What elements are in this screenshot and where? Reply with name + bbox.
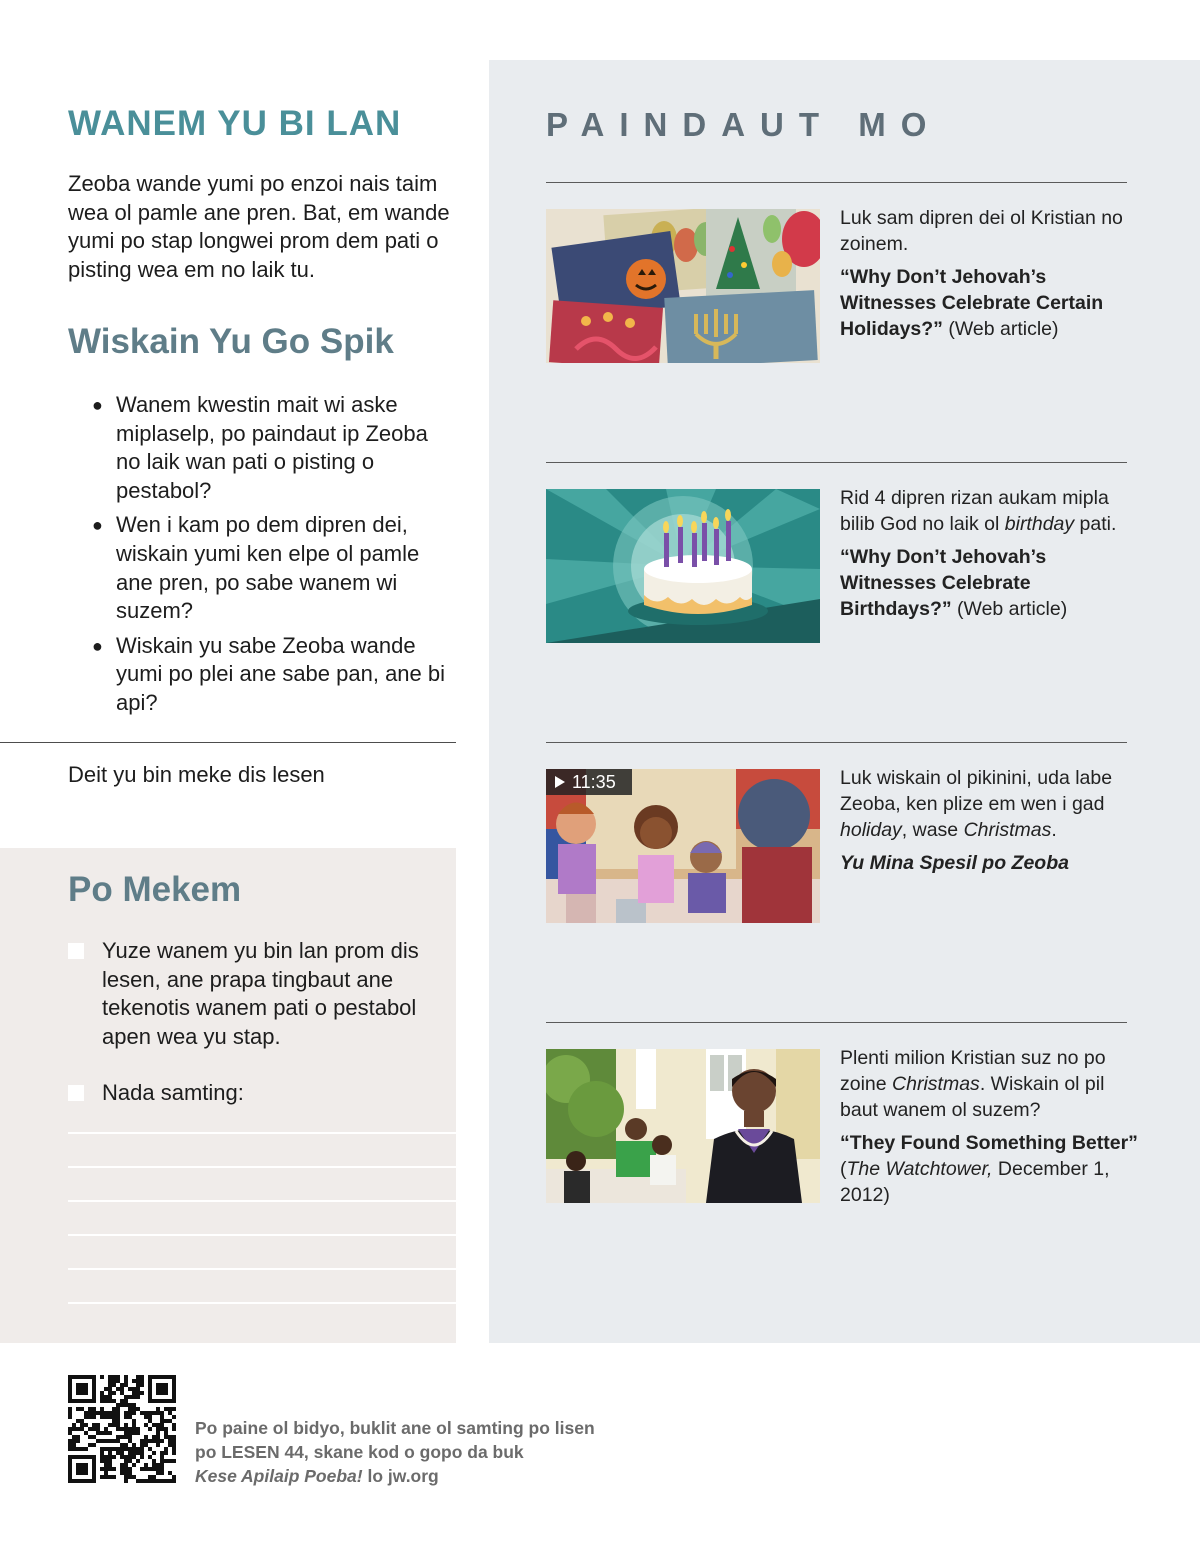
divider: [546, 1022, 1127, 1023]
resource-title[interactable]: “Why Don’t Jehovah’s Witnesses Celebrate Birthdays?”: [840, 546, 1047, 620]
write-line[interactable]: [68, 1200, 456, 1202]
write-line[interactable]: [68, 1166, 456, 1168]
find-out-more-heading: PAINDAUT MO: [546, 106, 942, 143]
resource-link[interactable]: [840, 544, 1140, 622]
qr-code-icon[interactable]: [68, 1375, 176, 1483]
list-item: [92, 511, 452, 625]
learn-heading: WANEM YU BI LAN: [68, 104, 402, 143]
bullet-icon: ●: [92, 635, 103, 656]
resource-holidays: [840, 205, 1140, 342]
write-line[interactable]: [68, 1268, 456, 1270]
resource-link[interactable]: [840, 850, 1140, 876]
resource-video: [840, 765, 1140, 876]
question-text: Wiskain yu sabe Zeoba wande yumi po plei ane sabe pan, ane bi api?: [116, 632, 446, 715]
speak-heading: Wiskain Yu Go Spik: [68, 322, 394, 361]
footer-line: po LESEN 44, skane kod o gopo da buk: [195, 1442, 524, 1462]
resource-description: Luk wiskain ol pikinini, uda labe Zeoba, ken plize em wen i gad holiday, wase Christmas.: [840, 767, 1113, 841]
divider: [0, 742, 456, 743]
write-line[interactable]: [68, 1302, 456, 1304]
list-item: [92, 632, 452, 718]
video-duration: 11:35: [572, 772, 616, 792]
footer-note: [195, 1416, 595, 1488]
resource-description: Plenti milion Kristian suz no po zoine Christmas. Wiskain ol pil baut wanem ol suzem?: [840, 1047, 1106, 1121]
holiday-cards-image[interactable]: [546, 209, 820, 363]
checkbox[interactable]: [68, 1085, 84, 1101]
list-item: [92, 391, 452, 505]
divider: [546, 462, 1127, 463]
resource-description: Luk sam dipren dei ol Kristian no zoinem.: [840, 207, 1123, 255]
resource-source: (Web article): [948, 318, 1059, 340]
todo-heading: Po Mekem: [68, 870, 242, 909]
todo-text: Yuze wanem yu bin lan prom dis lesen, ane prapa tingbaut ane tekenotis wanem pati o pestabol apen wea yu stap.: [102, 938, 419, 1049]
intro-paragraph: Zeoba wande yumi po enzoi nais taim wea ol pamle ane pren. Bat, em wande yumi po stap longwei prom dem pati o pisting wea em no laik tu.: [68, 171, 450, 282]
resource-title[interactable]: “They Found Something Better”: [840, 1132, 1138, 1154]
divider: [546, 182, 1127, 183]
checkbox[interactable]: [68, 943, 84, 959]
family-photo-image[interactable]: [546, 1049, 820, 1203]
children-video-image[interactable]: [546, 769, 820, 923]
birthday-cake-image[interactable]: [546, 489, 820, 643]
todo-text: Nada samting:: [102, 1080, 244, 1105]
footer-line: Kese Apilaip Poeba! lo jw.org: [195, 1466, 439, 1486]
resource-birthdays: [840, 485, 1140, 622]
bullet-icon: ●: [92, 515, 103, 536]
date-label: Deit yu bin meke dis lesen: [68, 762, 325, 787]
question-list: [92, 391, 452, 724]
footer-line: Po paine ol bidyo, buklit ane ol samting po lisen: [195, 1418, 595, 1438]
todo-item: [68, 937, 438, 1051]
write-line[interactable]: [68, 1132, 456, 1134]
bullet-icon: ●: [92, 395, 103, 415]
resource-source: (Web article): [957, 598, 1068, 620]
resource-link[interactable]: [840, 264, 1140, 342]
resource-watchtower: [840, 1045, 1140, 1208]
resource-title[interactable]: Yu Mina Spesil po Zeoba: [840, 852, 1069, 874]
resource-source: (The Watchtower, December 1, 2012): [840, 1158, 1110, 1206]
divider: [546, 742, 1127, 743]
resource-link[interactable]: [840, 1130, 1140, 1208]
question-text: Wanem kwestin mait wi aske miplaselp, po paindaut ip Zeoba no laik wan pati o pisting o pestabol?: [116, 392, 428, 503]
todo-item: [68, 1079, 438, 1108]
question-text: Wen i kam po dem dipren dei, wiskain yumi ken elpe ol pamle ane pren, po sabe wanem wi suzem?: [116, 512, 420, 624]
resource-title[interactable]: “Why Don’t Jehovah’s Witnesses Celebrate Certain Holidays?”: [840, 266, 1104, 340]
write-line[interactable]: [68, 1234, 456, 1236]
resource-description: Rid 4 dipren rizan aukam mipla bilib God no laik ol birthday pati.: [840, 487, 1117, 535]
